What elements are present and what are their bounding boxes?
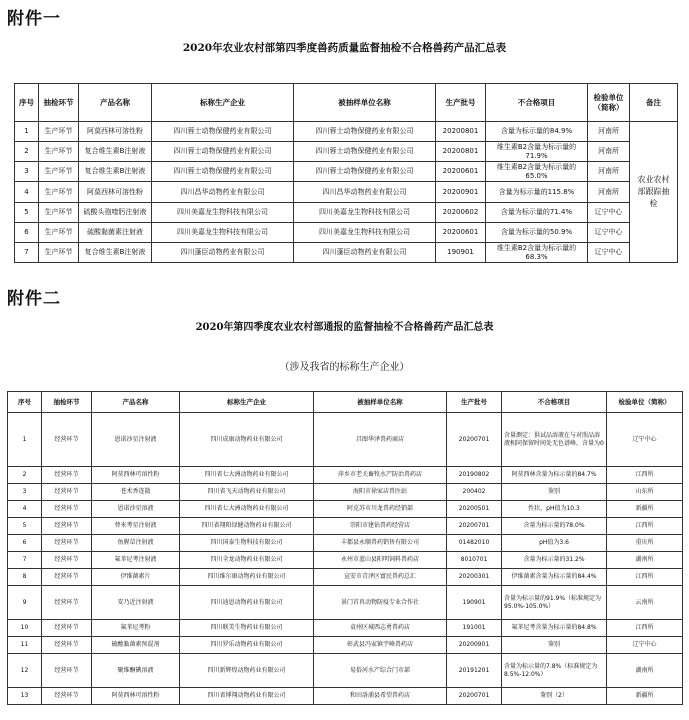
t2-cell: 阿莫西林可溶性粉 xyxy=(92,467,180,484)
table-row xyxy=(8,467,683,484)
t2-cell: 四川省七大洲动物药业有限公司 xyxy=(180,501,314,518)
t1-cell: 四川美嘉龙生物科技有限公司 xyxy=(152,203,294,223)
t1-header-cell: 标称生产企业 xyxy=(152,84,294,122)
t1-cell: 7 xyxy=(15,243,39,263)
t2-cell: 四川省博翔动物药业有限公司 xyxy=(180,688,314,705)
attachment-2-title: 2020年第四季度农业农村部通报的监督抽检不合格兽药产品汇总表 xyxy=(195,322,494,333)
t1-cell: 硫酸头孢喹肟注射液 xyxy=(79,203,152,223)
t1-cell: 辽宁中心 xyxy=(588,223,630,243)
t1-cell: 含量为标示量的50.9% xyxy=(486,223,588,243)
t1-cell: 四川蓬臣动物药业有限公司 xyxy=(152,243,294,263)
t1-cell: 含量为标示量的84.9% xyxy=(486,122,588,142)
t1-cell: 生产环节 xyxy=(39,203,79,223)
t1-cell: 维生素B2含量为标示量的71.9% xyxy=(486,142,588,162)
t2-cell: 9 xyxy=(8,586,42,620)
t1-cell: 维生素B2含量为标示量的68.3% xyxy=(486,243,588,263)
t1-cell: 含量为标示量的115.8% xyxy=(486,182,588,203)
t2-cell: 山东所 xyxy=(607,484,683,501)
t2-cell: 20191201 xyxy=(447,654,502,688)
t2-cell: 江西所 xyxy=(607,620,683,637)
t1-cell: 河南所 xyxy=(588,182,630,203)
t2-cell: 经营环节 xyxy=(42,518,92,535)
t2-cell: 含量测定：供试品溶液在与对照品溶液相同保留时间处无色谱峰，含量为0 xyxy=(502,413,607,467)
t1-cell: 河南所 xyxy=(588,142,630,162)
t1-cell: 生产环节 xyxy=(39,182,79,203)
t1-cell: 复合维生素B注射液 xyxy=(79,142,152,162)
t2-cell: 四川国泰生物科技有限公司 xyxy=(180,535,314,552)
t2-header-cell: 标称生产企业 xyxy=(180,392,314,413)
t2-cell: 经营环节 xyxy=(42,637,92,654)
t2-cell: 经营环节 xyxy=(42,535,92,552)
t1-header-cell: 被抽样单位名称 xyxy=(294,84,436,122)
t2-cell: 20200701 xyxy=(447,413,502,467)
table-row xyxy=(15,122,678,142)
t2-cell: 3 xyxy=(8,484,42,501)
remark-cell: 农业农村部跟踪抽检 xyxy=(630,122,678,263)
t2-cell: 江西所 xyxy=(607,569,683,586)
t1-cell: 四川美嘉龙生物科技有限公司 xyxy=(152,223,294,243)
t2-cell: 13 xyxy=(8,688,42,705)
t2-cell: 四川迪恩动物药业有限公司 xyxy=(180,586,314,620)
table-row xyxy=(8,518,683,535)
t1-cell: 6 xyxy=(15,223,39,243)
t1-cell: 20200602 xyxy=(436,203,486,223)
t2-cell: 经营环节 xyxy=(42,413,92,467)
t1-cell: 四川蓉士动物保健药业有限公司 xyxy=(152,162,294,182)
t2-cell: 经营环节 xyxy=(42,552,92,569)
t2-cell: 20200901 xyxy=(447,637,502,654)
t2-cell: 11 xyxy=(8,637,42,654)
table-2 xyxy=(7,391,683,705)
t2-cell: 经营环节 xyxy=(42,654,92,688)
t2-cell: 1 xyxy=(8,413,42,467)
t1-cell: 维生素B2含量为标示量的65.0% xyxy=(486,162,588,182)
t2-cell: 含量为标示量的7.8%（标准规定为8.5%-12.0%） xyxy=(502,654,607,688)
t1-cell: 生产环节 xyxy=(39,142,79,162)
t2-cell: 20190802 xyxy=(447,467,502,484)
attachment-1-label: 附件一 xyxy=(7,9,61,29)
t1-cell: 河南所 xyxy=(588,162,630,182)
t2-cell: 昌图华泽兽药商店 xyxy=(314,413,447,467)
t2-cell: 四川成康动物药业有限公司 xyxy=(180,413,314,467)
t2-cell: 四川全龙动物药业有限公司 xyxy=(180,552,314,569)
t1-cell: 含量为标示量的71.4% xyxy=(486,203,588,223)
t2-cell: 和田洛浦县希望兽药店 xyxy=(314,688,447,705)
t2-cell: 氟苯尼考含量为标示量的84.8% xyxy=(502,620,607,637)
table-row xyxy=(8,654,683,688)
t2-cell: 彰武县冯家镇宇峰兽药店 xyxy=(314,637,447,654)
t2-cell: 20200701 xyxy=(447,518,502,535)
t2-cell: 湖南所 xyxy=(607,654,683,688)
t2-cell: 190901 xyxy=(447,586,502,620)
t2-cell: 四川联美生物药业有限公司 xyxy=(180,620,314,637)
t2-cell: 01482010 xyxy=(447,535,502,552)
t1-cell: 20200901 xyxy=(436,182,486,203)
t2-cell: 2 xyxy=(8,467,42,484)
t1-cell: 复合维生素B注射液 xyxy=(79,243,152,263)
t1-cell: 四川美嘉龙生物科技有限公司 xyxy=(294,223,436,243)
table-row xyxy=(8,501,683,518)
t1-header-cell: 不合格项目 xyxy=(486,84,588,122)
t2-cell: 经营环节 xyxy=(42,569,92,586)
t2-header-cell: 被抽样单位名称 xyxy=(314,392,447,413)
t2-cell: 阿克苏市川龙兽药经销部 xyxy=(314,501,447,518)
t2-cell: 经营环节 xyxy=(42,501,92,518)
t2-cell: 聚维酮碘溶液 xyxy=(92,654,180,688)
t1-cell: 5 xyxy=(15,203,39,223)
t2-cell: 恩诺沙星溶液 xyxy=(92,501,180,518)
t1-cell: 2 xyxy=(15,142,39,162)
t1-cell: 四川蓬臣动物药业有限公司 xyxy=(294,243,436,263)
t1-cell: 3 xyxy=(15,162,39,182)
table-row xyxy=(8,413,683,467)
table-row xyxy=(15,243,678,263)
t2-cell: 易俗河水产综合门市部 xyxy=(314,654,447,688)
t2-cell: 新疆所 xyxy=(607,501,683,518)
t2-header-cell: 生产批号 xyxy=(447,392,502,413)
t2-cell: 含量为标示量的31.2% xyxy=(502,552,607,569)
t2-cell: 鉴别 xyxy=(502,637,607,654)
t2-cell: 经营环节 xyxy=(42,586,92,620)
t1-cell: 阿莫西林可溶性粉 xyxy=(79,182,152,203)
t2-header-cell: 检验单位（简称） xyxy=(607,392,683,413)
t2-cell: 191001 xyxy=(447,620,502,637)
t2-cell: 宣安市青泽区富民兽药总汇 xyxy=(314,569,447,586)
table-row xyxy=(8,552,683,569)
t1-cell: 生产环节 xyxy=(39,162,79,182)
t2-cell: 新疆所 xyxy=(607,688,683,705)
t2-cell: 鉴别 xyxy=(502,484,607,501)
t1-cell: 20200601 xyxy=(436,162,486,182)
t2-cell: 含量为标示量的91.9%（标准规定为95.0%-105.0%） xyxy=(502,586,607,620)
table-1 xyxy=(14,83,678,263)
t1-cell: 1 xyxy=(15,122,39,142)
t2-cell: 经营环节 xyxy=(42,688,92,705)
t2-cell: pH值为3.6 xyxy=(502,535,607,552)
t2-cell: 20200701 xyxy=(447,688,502,705)
t1-cell: 辽宁中心 xyxy=(588,203,630,223)
t2-cell: 12 xyxy=(8,654,42,688)
t1-cell: 四川昌华动物药业有限公司 xyxy=(152,182,294,203)
t2-cell: 四川省七大洲动物药业有限公司 xyxy=(180,467,314,484)
t2-cell: 恩诺沙星注射液 xyxy=(92,413,180,467)
t2-cell: 8 xyxy=(8,569,42,586)
t1-header-cell: 检验单位（简称） xyxy=(588,84,630,122)
t1-cell: 4 xyxy=(15,182,39,203)
t2-cell: 6 xyxy=(8,535,42,552)
t1-cell: 四川蓉士动物保健药业有限公司 xyxy=(152,122,294,142)
table-row xyxy=(15,162,678,182)
t1-cell: 生产环节 xyxy=(39,243,79,263)
t1-cell: 四川蓉士动物保健药业有限公司 xyxy=(294,142,436,162)
t2-cell: 苍术香连散 xyxy=(92,484,180,501)
t2-cell: 江西所 xyxy=(607,467,683,484)
t2-header-cell: 不合格项目 xyxy=(502,392,607,413)
t2-cell: 20200301 xyxy=(447,569,502,586)
t2-cell: 永州市蓝山县阳明饲料兽药店 xyxy=(314,552,447,569)
t2-cell: 含量为标示量的78.0% xyxy=(502,518,607,535)
table-row xyxy=(8,620,683,637)
t1-cell: 复合维生素B注射液 xyxy=(79,162,152,182)
t2-cell: 鉴别（2） xyxy=(502,688,607,705)
t2-cell: 8010701 xyxy=(447,552,502,569)
table-row xyxy=(15,182,678,203)
t2-cell: 阿莫西林含量为标示量的84.7% xyxy=(502,467,607,484)
t2-cell: 四川省飞天动物药业有限公司 xyxy=(180,484,314,501)
table-2-header-row xyxy=(8,392,683,413)
t1-cell: 20200601 xyxy=(436,223,486,243)
t1-cell: 20200801 xyxy=(436,142,486,162)
t2-cell: 四川维尔康动物药业有限公司 xyxy=(180,569,314,586)
t1-cell: 四川美嘉龙生物科技有限公司 xyxy=(294,203,436,223)
t2-cell: 湖南所 xyxy=(607,552,683,569)
t2-cell: 经营环节 xyxy=(42,484,92,501)
t1-header-cell: 生产批号 xyxy=(436,84,486,122)
t2-cell: 10 xyxy=(8,620,42,637)
t2-cell: 替米考星注射液 xyxy=(92,518,180,535)
t1-cell: 生产环节 xyxy=(39,122,79,142)
t2-cell: 崇阳市建钻兽药经营店 xyxy=(314,518,447,535)
table-row xyxy=(8,484,683,501)
table-row xyxy=(8,535,683,552)
t2-cell: 伊维菌素含量为标示量的84.4% xyxy=(502,569,607,586)
t2-cell: 景门首冉动物防疫专业合作社 xyxy=(314,586,447,620)
t2-cell: 7 xyxy=(8,552,42,569)
attachment-2-label: 附件二 xyxy=(7,289,61,309)
t1-cell: 四川蓉士动物保健药业有限公司 xyxy=(152,142,294,162)
t2-header-cell: 抽检环节 xyxy=(42,392,92,413)
t1-header-cell: 产品名称 xyxy=(79,84,152,122)
t2-cell: 四川省翔阳绿健动物药业有限公司 xyxy=(180,518,314,535)
table-row xyxy=(8,688,683,705)
table-row xyxy=(15,142,678,162)
table-row xyxy=(8,586,683,620)
t1-cell: 20200801 xyxy=(436,122,486,142)
t1-cell: 四川昌华动物药业有限公司 xyxy=(294,182,436,203)
table-row xyxy=(15,223,678,243)
t2-cell: 安乃近注射液 xyxy=(92,586,180,620)
t2-cell: 四川罗乐动物药业有限公司 xyxy=(180,637,314,654)
t2-cell: 丰都县永顺兽药销售有限公司 xyxy=(314,535,447,552)
t2-header-cell: 序号 xyxy=(8,392,42,413)
t2-cell: 20200501 xyxy=(447,501,502,518)
t1-cell: 辽宁中心 xyxy=(588,243,630,263)
table-row xyxy=(15,203,678,223)
t2-cell: 江西所 xyxy=(607,518,683,535)
t1-header-cell: 抽检环节 xyxy=(39,84,79,122)
t2-cell: 氟苯尼考注射液 xyxy=(92,552,180,569)
t2-header-cell: 产品名称 xyxy=(92,392,180,413)
t2-cell: 4 xyxy=(8,501,42,518)
t2-cell: 伊维菌素片 xyxy=(92,569,180,586)
t2-cell: 辽宁中心 xyxy=(607,413,683,467)
t1-cell: 硫酸黏菌素注射液 xyxy=(79,223,152,243)
t2-cell: 经营环节 xyxy=(42,620,92,637)
t2-cell: 经营环节 xyxy=(42,467,92,484)
t2-cell: 鱼腥草注射液 xyxy=(92,535,180,552)
t2-cell: 辽宁中心 xyxy=(607,637,683,654)
attachment-2-subtitle: （涉及我省的标称生产企业） xyxy=(279,362,410,373)
t1-cell: 190901 xyxy=(436,243,486,263)
t1-cell: 生产环节 xyxy=(39,223,79,243)
t2-cell: 阿莫西林可溶性粉 xyxy=(92,688,180,705)
t2-cell: 四川新辉煌动物药业有限公司 xyxy=(180,654,314,688)
t1-header-cell: 备注 xyxy=(630,84,678,122)
t2-cell: 氟苯尼考粉 xyxy=(92,620,180,637)
t2-cell: 云南所 xyxy=(607,586,683,620)
table-row xyxy=(8,637,683,654)
t1-cell: 四川蓉士动物保健药业有限公司 xyxy=(294,122,436,142)
t2-cell: 萍乡市老关畜牧水产防治兽药店 xyxy=(314,467,447,484)
t2-cell: 重庆所 xyxy=(607,535,683,552)
table-row xyxy=(8,569,683,586)
t1-cell: 四川蓉士动物保健药业有限公司 xyxy=(294,162,436,182)
t1-cell: 河南所 xyxy=(588,122,630,142)
t2-cell: 海阳市徐家店兽医站 xyxy=(314,484,447,501)
t2-cell: 性状，pH值为10.3 xyxy=(502,501,607,518)
attachment-1-title: 2020年农业农村部第四季度兽药质量监督抽检不合格兽药产品汇总表 xyxy=(182,42,507,54)
t1-cell: 阿莫西林可溶性粉 xyxy=(79,122,152,142)
t2-cell: 袁州区城西志勇兽药店 xyxy=(314,620,447,637)
t2-cell: 200402 xyxy=(447,484,502,501)
table-1-header-row xyxy=(15,84,678,122)
t2-cell: 5 xyxy=(8,518,42,535)
t1-header-cell: 序号 xyxy=(15,84,39,122)
t2-cell: 硫酸黏菌素预混剂 xyxy=(92,637,180,654)
